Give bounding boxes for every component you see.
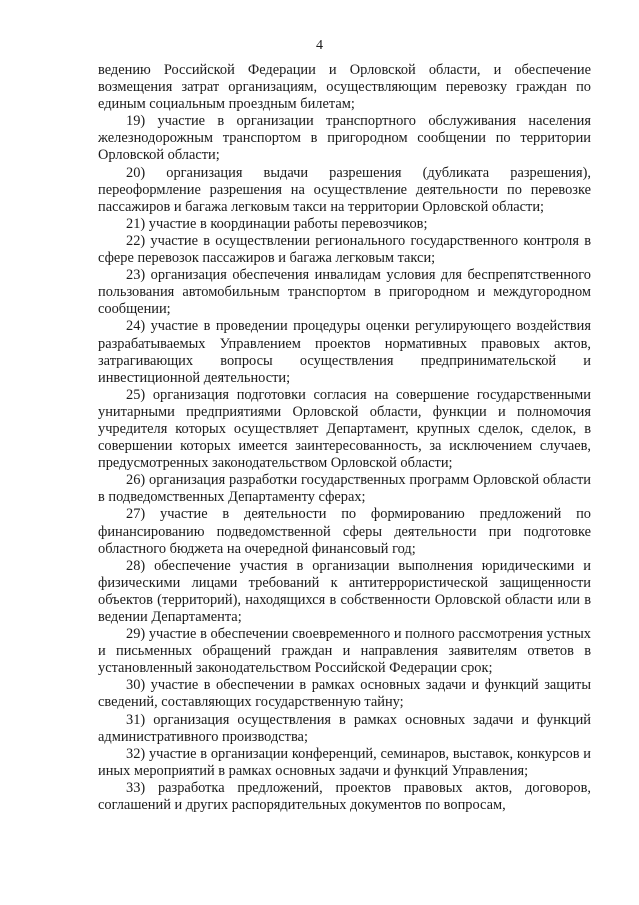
- paragraph: 28) обеспечение участия в организации выполнения юридическими и физическими лицами требований к антитеррористической защищенности объектов (территорий), находящихся в собственности Орловской области или в ведении Департамента;: [98, 557, 591, 625]
- paragraph: 30) участие в обеспечении в рамках основных задачи и функций защиты сведений, составляющих государственную тайну;: [98, 677, 591, 711]
- paragraph: 32) участие в организации конференций, семинаров, выставок, конкурсов и иных мероприятий в рамках основных задачи и функций Управления;: [98, 745, 591, 779]
- paragraph: 19) участие в организации транспортного обслуживания населения железнодорожным транспортом в пригородном сообщении по территории Орловской области;: [98, 113, 591, 164]
- page-number: 4: [316, 38, 323, 53]
- paragraph: 22) участие в осуществлении регионального государственного контроля в сфере перевозок пассажиров и багажа легковым такси;: [98, 232, 591, 267]
- paragraph: 26) организация разработки государственных программ Орловской области в подведомственных Департаменту сферах;: [98, 472, 591, 506]
- paragraph: 21) участие в координации работы перевозчиков;: [126, 215, 428, 232]
- paragraph: 20) организация выдачи разрешения (дубликата разрешения), переоформление разрешения на осуществление деятельности по перевозке пассажиров и багажа легковым такси на территории Орловской области;: [98, 164, 591, 215]
- paragraph: 23) организация обеспечения инвалидам условия для беспрепятственного пользования автомобильным транспортом в пригородном и междугородном сообщении;: [98, 267, 591, 318]
- paragraph: 33) разработка предложений, проектов правовых актов, договоров, соглашений и других распорядительных документов по вопросам,: [98, 779, 591, 814]
- paragraph: 24) участие в проведении процедуры оценки регулирующего воздействия разрабатываемых Управлением проектов нормативных правовых актов, затрагивающих вопросы осуществления предпринимательской и инвестиционной деятельности;: [98, 318, 591, 386]
- paragraph: 27) участие в деятельности по формированию предложений по финансированию подведомственной сферы деятельности при подготовке областного бюджета на очередной финансовый год;: [98, 506, 591, 557]
- paragraph: 31) организация осуществления в рамках основных задачи и функций административного производства;: [98, 711, 591, 745]
- paragraph: 29) участие в обеспечении своевременного и полного рассмотрения устных и письменных обращений граждан и направления заявителям ответов в установленный законодательством Российской Федерации срок;: [98, 626, 591, 677]
- paragraph: 25) организация подготовки согласия на совершение государственными унитарными предприятиями Орловской области, функции и полномочия учредителя которых осуществляет Департамент, крупных сделок, сделок, в совершении которых имеется заинтересованность, за исключением случаев, предусмотренных законодательством Орловской области;: [98, 386, 591, 472]
- document-body: [98, 62, 591, 814]
- paragraph: ведению Российской Федерации и Орловской области, и обеспечение возмещения затрат организациям, осуществляющим перевозку граждан по единым социальным проездным билетам;: [98, 62, 591, 113]
